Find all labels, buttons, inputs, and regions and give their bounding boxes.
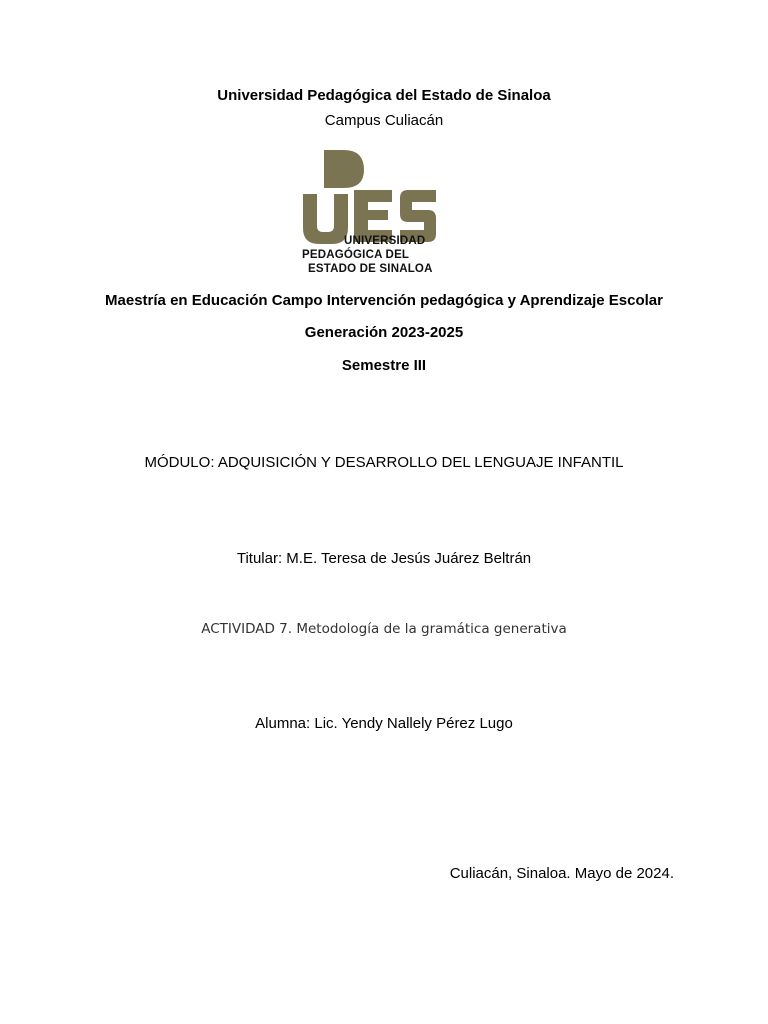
- activity-title: ACTIVIDAD 7. Metodología de la gramática generativa: [201, 621, 567, 637]
- upes-logo-mark: [300, 148, 450, 248]
- teacher-name: Titular: M.E. Teresa de Jesús Juárez Beltrán: [236, 550, 532, 567]
- campus-name: Campus Culiacán: [324, 112, 444, 129]
- program-title: Maestría en Educación Campo Intervención pedagógica y Aprendizaje Escolar: [105, 292, 663, 309]
- module-title: MÓDULO: ADQUISICIÓN Y DESARROLLO DEL LENGUAJE INFANTIL: [144, 454, 624, 471]
- university-name: Universidad Pedagógica del Estado de Sinaloa: [217, 87, 551, 104]
- place-date: Culiacán, Sinaloa. Mayo de 2024.: [449, 865, 674, 882]
- logo-text-line2: PEDAGÓGICA DEL: [302, 249, 410, 261]
- logo-text-line3: ESTADO DE SINALOA: [308, 263, 433, 275]
- logo-text-line1: UNIVERSIDAD: [344, 235, 426, 247]
- upes-logo: [300, 148, 450, 278]
- generation: Generación 2023-2025: [304, 324, 464, 341]
- semester: Semestre III: [341, 357, 427, 374]
- student-name: Alumna: Lic. Yendy Nallely Pérez Lugo: [255, 715, 513, 732]
